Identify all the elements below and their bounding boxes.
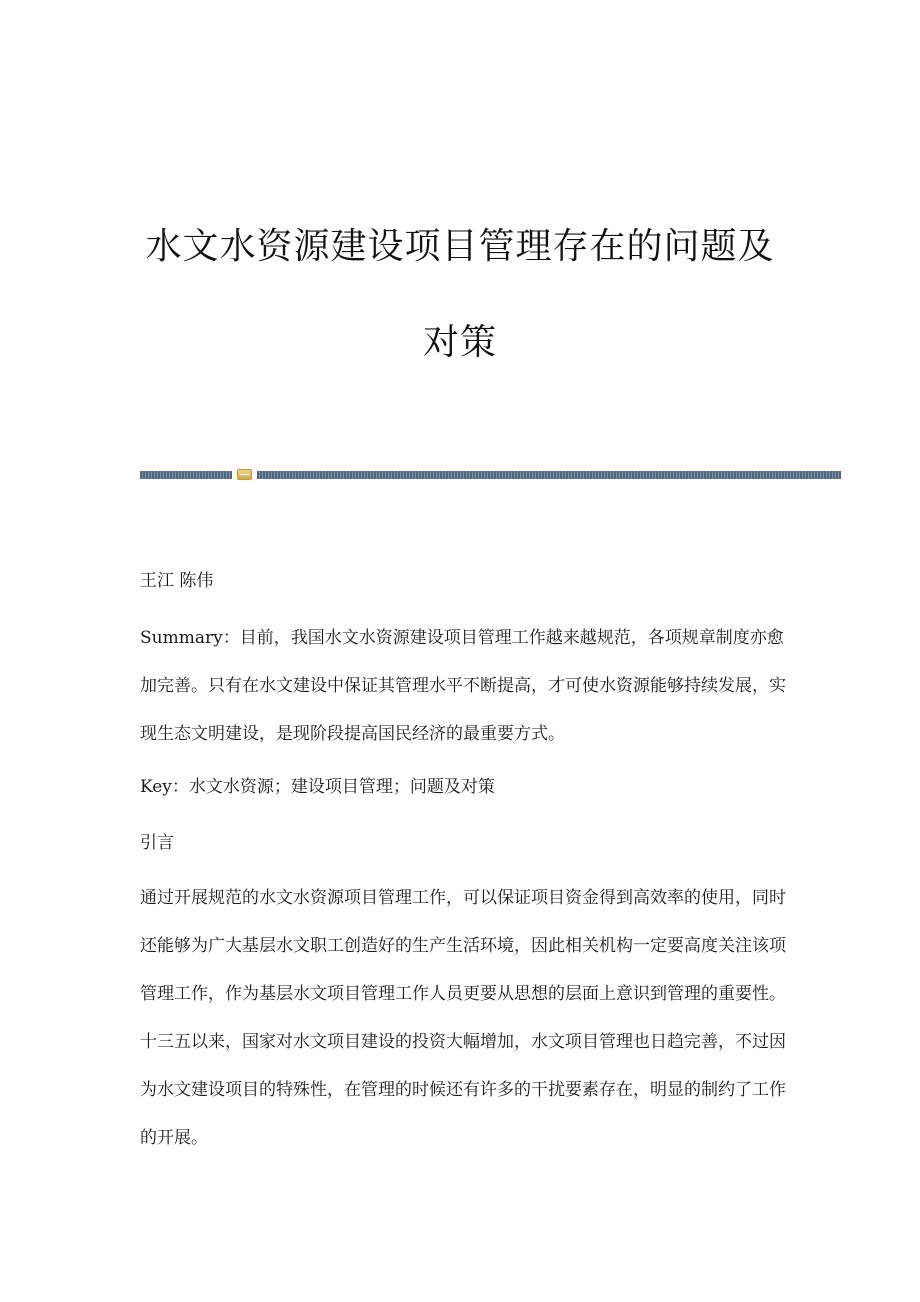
- header-divider: [140, 471, 841, 479]
- document-title-line-2: 对策: [422, 322, 497, 363]
- keywords: Key：水文水资源；建设项目管理；问题及对策: [140, 777, 495, 797]
- intro-paragraph: 通过开展规范的水文水资源项目管理工作，可以保证项目资金得到高效率的使用，同时还能够为广大基层水文职工创造好的生产生活环境，因此相关机构一定要高度关注该项管理工作，作为基层水文项目管理工作人员更要从思想的层面上意识到管理的重要性。十三五以来，国家对水文项目建设的投资大幅增加，水文项目管理也日趋完善，不过因为水文建设项目的特殊性，在管理的时候还有许多的干扰要素存在，明显的制约了工作的开展。: [140, 888, 786, 1148]
- summary-paragraph: Summary：目前，我国水文水资源建设项目管理工作越来越规范，各项规章制度亦愈加完善。只有在水文建设中保证其管理水平不断提高，才可使水资源能够持续发展，实现生态文明建设，是现阶段提高国民经济的最重要方式。: [140, 628, 786, 744]
- document-title-line-1: 水文水资源建设项目管理存在的问题及: [145, 226, 775, 267]
- divider-emblem-icon: [237, 469, 252, 480]
- authors: 王江 陈伟: [140, 571, 214, 591]
- divider-bar-left: [140, 471, 232, 479]
- divider-bar-right: [257, 471, 841, 479]
- intro-heading: 引言: [140, 833, 174, 853]
